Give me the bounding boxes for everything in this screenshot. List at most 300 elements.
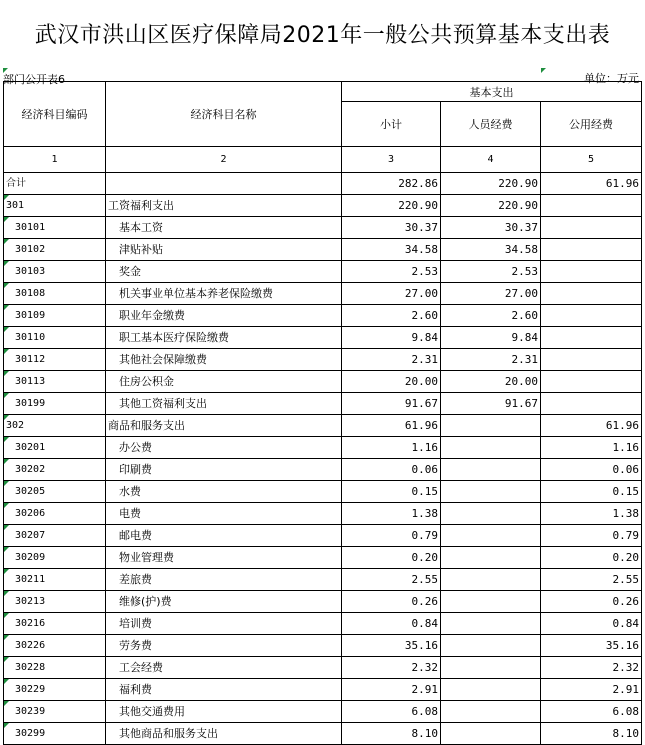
table-row <box>4 459 642 481</box>
row-name <box>106 635 342 657</box>
row-public-text: 8.10 <box>612 727 639 740</box>
column-number: 5 <box>541 147 642 173</box>
cell-marker-icon <box>4 525 9 530</box>
row-code-text: 30216 <box>15 618 46 629</box>
row-subtotal <box>342 569 441 591</box>
row-subtotal <box>342 613 441 635</box>
row-name <box>106 371 342 393</box>
column-number: 4 <box>441 147 541 173</box>
row-code <box>4 481 106 503</box>
table-row <box>4 481 642 503</box>
table-row <box>4 701 642 723</box>
row-subtotal-text: 27.00 <box>404 287 438 300</box>
table-row <box>4 569 642 591</box>
row-name-text: 工会经费 <box>119 661 163 674</box>
cell-marker-icon <box>4 349 9 354</box>
page-title: 武汉市洪山区医疗保障局2021年一般公共预算基本支出表 <box>34 23 611 48</box>
row-code <box>4 327 106 349</box>
row-subtotal <box>342 349 441 371</box>
row-name-text: 基本工资 <box>119 221 163 234</box>
row-public-text: 0.20 <box>612 551 639 564</box>
row-code-text: 30101 <box>15 222 46 233</box>
table-row <box>4 503 642 525</box>
row-name-text: 其他交通费用 <box>119 705 185 718</box>
row-personnel <box>441 569 541 591</box>
cell-marker-icon <box>4 569 9 574</box>
row-public <box>541 327 642 349</box>
row-code <box>4 261 106 283</box>
row-public <box>541 415 642 437</box>
row-personnel <box>441 701 541 723</box>
row-personnel <box>441 591 541 613</box>
row-public <box>541 525 642 547</box>
row-public <box>541 591 642 613</box>
row-subtotal-text: 2.60 <box>411 309 438 322</box>
row-personnel <box>441 371 541 393</box>
row-code <box>4 679 106 701</box>
row-name <box>106 327 342 349</box>
row-subtotal <box>342 261 441 283</box>
row-code <box>4 635 106 657</box>
cell-marker-icon <box>4 503 9 508</box>
row-code-text: 合计 <box>6 178 26 189</box>
cell-marker-icon <box>4 195 9 200</box>
table-row <box>4 525 642 547</box>
row-code <box>4 217 106 239</box>
row-subtotal-text: 0.20 <box>411 551 438 564</box>
row-code <box>4 239 106 261</box>
row-subtotal-text: 1.16 <box>411 441 438 454</box>
row-code-text: 30112 <box>15 354 46 365</box>
row-personnel-text: 220.90 <box>498 199 538 212</box>
row-personnel-text: 27.00 <box>504 287 538 300</box>
row-subtotal-text: 61.96 <box>404 419 438 432</box>
row-public <box>541 701 642 723</box>
row-personnel <box>441 723 541 745</box>
row-code <box>4 173 106 195</box>
row-name-text: 物业管理费 <box>119 551 174 564</box>
row-name-text: 职业年金缴费 <box>119 309 185 322</box>
budget-table <box>3 81 642 745</box>
table-row <box>4 283 642 305</box>
row-code-text: 30239 <box>15 706 46 717</box>
row-name-text: 住房公积金 <box>119 375 174 388</box>
row-personnel-text: 91.67 <box>504 397 538 410</box>
row-subtotal <box>342 525 441 547</box>
row-public-text: 0.84 <box>612 617 639 630</box>
unit-label: 单位：万元 <box>584 72 639 85</box>
row-subtotal-text: 2.32 <box>411 661 438 674</box>
row-subtotal-text: 220.90 <box>398 199 438 212</box>
row-name-text: 其他社会保障缴费 <box>119 353 207 366</box>
row-code-text: 30213 <box>15 596 46 607</box>
row-code <box>4 723 106 745</box>
row-public <box>541 195 642 217</box>
row-name-text: 其他商品和服务支出 <box>119 727 218 740</box>
row-personnel <box>441 261 541 283</box>
cell-marker-icon <box>4 635 9 640</box>
row-personnel <box>441 195 541 217</box>
row-personnel <box>441 525 541 547</box>
row-subtotal <box>342 393 441 415</box>
row-name <box>106 283 342 305</box>
row-subtotal-text: 0.84 <box>411 617 438 630</box>
cell-marker-icon <box>4 459 9 464</box>
row-subtotal-text: 1.38 <box>411 507 438 520</box>
row-personnel <box>441 481 541 503</box>
row-code <box>4 349 106 371</box>
row-code-text: 30226 <box>15 640 46 651</box>
row-personnel <box>441 503 541 525</box>
row-public-text: 0.15 <box>612 485 639 498</box>
cell-marker-icon <box>4 701 9 706</box>
row-public-text: 6.08 <box>612 705 639 718</box>
row-personnel <box>441 327 541 349</box>
header-name: 经济科目名称 <box>106 82 342 147</box>
row-subtotal <box>342 195 441 217</box>
row-code-text: 30207 <box>15 530 46 541</box>
row-personnel <box>441 283 541 305</box>
row-personnel <box>441 437 541 459</box>
row-code <box>4 701 106 723</box>
row-name-text: 商品和服务支出 <box>108 419 185 432</box>
row-public <box>541 437 642 459</box>
row-code <box>4 569 106 591</box>
table-row <box>4 195 642 217</box>
row-public-text: 2.32 <box>612 661 639 674</box>
row-name <box>106 195 342 217</box>
row-public <box>541 283 642 305</box>
row-code-text: 30201 <box>15 442 46 453</box>
row-public <box>541 613 642 635</box>
row-name-text: 差旅费 <box>119 573 152 586</box>
cell-marker-icon <box>4 393 9 398</box>
row-public-text: 2.91 <box>612 683 639 696</box>
cell-marker-icon <box>4 371 9 376</box>
row-name <box>106 393 342 415</box>
row-name <box>106 701 342 723</box>
cell-marker-icon <box>4 613 9 618</box>
row-public <box>541 569 642 591</box>
row-subtotal-text: 91.67 <box>404 397 438 410</box>
row-public <box>541 679 642 701</box>
row-name <box>106 437 342 459</box>
row-name <box>106 305 342 327</box>
table-row <box>4 173 642 195</box>
row-public <box>541 173 642 195</box>
row-subtotal-text: 30.37 <box>404 221 438 234</box>
cell-marker-icon <box>4 547 9 552</box>
row-subtotal-text: 20.00 <box>404 375 438 388</box>
cell-marker-icon <box>4 217 9 222</box>
cell-marker-icon <box>4 723 9 728</box>
row-personnel-text: 20.00 <box>504 375 538 388</box>
row-name-text: 福利费 <box>119 683 152 696</box>
row-code-text: 30113 <box>15 376 46 387</box>
cell-marker-icon <box>4 591 9 596</box>
row-public <box>541 459 642 481</box>
row-public-text: 0.26 <box>612 595 639 608</box>
cell-marker-icon <box>4 415 9 420</box>
row-name-text: 奖金 <box>119 265 141 278</box>
row-subtotal <box>342 305 441 327</box>
table-row <box>4 217 642 239</box>
header-basic-expenditure: 基本支出 <box>342 82 642 102</box>
row-public-text: 1.16 <box>612 441 639 454</box>
table-row <box>4 591 642 613</box>
row-public <box>541 261 642 283</box>
row-personnel <box>441 657 541 679</box>
row-name-text: 维修(护)费 <box>119 595 172 608</box>
row-public <box>541 657 642 679</box>
row-subtotal-text: 8.10 <box>411 727 438 740</box>
cell-marker-icon <box>4 437 9 442</box>
row-subtotal <box>342 239 441 261</box>
row-code <box>4 459 106 481</box>
row-name <box>106 217 342 239</box>
row-subtotal <box>342 635 441 657</box>
row-public <box>541 305 642 327</box>
row-subtotal-text: 0.79 <box>411 529 438 542</box>
row-subtotal-text: 35.16 <box>404 639 438 652</box>
table-row <box>4 371 642 393</box>
row-subtotal-text: 2.91 <box>411 683 438 696</box>
row-public-text: 1.38 <box>612 507 639 520</box>
row-personnel <box>441 349 541 371</box>
row-name-text: 邮电费 <box>119 529 152 542</box>
row-name <box>106 349 342 371</box>
row-subtotal <box>342 591 441 613</box>
row-code <box>4 591 106 613</box>
row-subtotal <box>342 679 441 701</box>
table-row <box>4 613 642 635</box>
row-personnel <box>441 547 541 569</box>
row-code <box>4 415 106 437</box>
row-code <box>4 393 106 415</box>
header-personnel: 人员经费 <box>441 102 541 147</box>
table-row <box>4 635 642 657</box>
row-personnel <box>441 679 541 701</box>
header-code: 经济科目编码 <box>4 82 106 147</box>
row-name-text: 津贴补贴 <box>119 243 163 256</box>
row-name <box>106 591 342 613</box>
row-code <box>4 195 106 217</box>
row-name <box>106 173 342 195</box>
table-body <box>4 173 642 745</box>
table-row <box>4 723 642 745</box>
row-name <box>106 415 342 437</box>
cell-marker-icon <box>4 657 9 662</box>
row-code-text: 30108 <box>15 288 46 299</box>
row-public <box>541 503 642 525</box>
row-name-text: 水费 <box>119 485 141 498</box>
row-name <box>106 525 342 547</box>
row-name <box>106 503 342 525</box>
table-row <box>4 327 642 349</box>
row-code-text: 30109 <box>15 310 46 321</box>
row-name <box>106 723 342 745</box>
header-subtotal: 小计 <box>342 102 441 147</box>
row-public-text: 61.96 <box>605 419 639 432</box>
row-name <box>106 239 342 261</box>
row-code-text: 30102 <box>15 244 46 255</box>
column-number: 2 <box>106 147 342 173</box>
row-personnel-text: 2.31 <box>511 353 538 366</box>
row-public-text: 35.16 <box>605 639 639 652</box>
row-name-text: 劳务费 <box>119 639 152 652</box>
row-subtotal <box>342 173 441 195</box>
row-subtotal <box>342 437 441 459</box>
row-subtotal-text: 2.55 <box>411 573 438 586</box>
row-code <box>4 305 106 327</box>
row-personnel-text: 2.60 <box>511 309 538 322</box>
row-public <box>541 547 642 569</box>
row-code-text: 302 <box>6 420 25 431</box>
row-code <box>4 283 106 305</box>
cell-marker-icon <box>4 327 9 332</box>
row-name-text: 电费 <box>119 507 141 520</box>
row-public <box>541 635 642 657</box>
row-code-text: 30299 <box>15 728 46 739</box>
row-public <box>541 481 642 503</box>
column-number: 3 <box>342 147 441 173</box>
row-subtotal <box>342 327 441 349</box>
row-subtotal <box>342 415 441 437</box>
row-public-text: 61.96 <box>605 177 639 190</box>
row-personnel <box>441 613 541 635</box>
row-code-text: 30206 <box>15 508 46 519</box>
table-row <box>4 415 642 437</box>
table-row <box>4 393 642 415</box>
row-subtotal-text: 0.15 <box>411 485 438 498</box>
table-row <box>4 679 642 701</box>
row-name-text: 办公费 <box>119 441 152 454</box>
row-code-text: 30110 <box>15 332 46 343</box>
row-public <box>541 349 642 371</box>
row-personnel <box>441 393 541 415</box>
row-code <box>4 613 106 635</box>
row-name <box>106 657 342 679</box>
row-code <box>4 525 106 547</box>
row-name <box>106 679 342 701</box>
row-personnel <box>441 415 541 437</box>
table-row <box>4 547 642 569</box>
row-subtotal <box>342 371 441 393</box>
table-row <box>4 305 642 327</box>
row-name-text: 工资福利支出 <box>108 199 174 212</box>
row-personnel <box>441 459 541 481</box>
row-public <box>541 217 642 239</box>
row-subtotal-text: 9.84 <box>411 331 438 344</box>
row-code-text: 30229 <box>15 684 46 695</box>
row-subtotal-text: 0.26 <box>411 595 438 608</box>
row-code-text: 30211 <box>15 574 46 585</box>
column-number: 1 <box>4 147 106 173</box>
header-public: 公用经费 <box>541 102 642 147</box>
row-code-text: 30202 <box>15 464 46 475</box>
row-name <box>106 261 342 283</box>
row-name-text: 职工基本医疗保险缴费 <box>119 331 229 344</box>
row-code-text: 30228 <box>15 662 46 673</box>
cell-marker-icon <box>4 261 9 266</box>
row-subtotal-text: 34.58 <box>404 243 438 256</box>
row-public <box>541 239 642 261</box>
row-personnel <box>441 635 541 657</box>
row-subtotal-text: 0.06 <box>411 463 438 476</box>
row-subtotal <box>342 481 441 503</box>
row-code-text: 30103 <box>15 266 46 277</box>
row-personnel-text: 9.84 <box>511 331 538 344</box>
form-number: 部门公开表6 <box>3 73 65 86</box>
row-subtotal <box>342 701 441 723</box>
row-code-text: 30205 <box>15 486 46 497</box>
row-personnel-text: 30.37 <box>504 221 538 234</box>
table-row <box>4 261 642 283</box>
row-public-text: 0.79 <box>612 529 639 542</box>
row-subtotal-text: 2.53 <box>411 265 438 278</box>
row-name <box>106 547 342 569</box>
row-personnel-text: 220.90 <box>498 177 538 190</box>
row-code <box>4 503 106 525</box>
row-subtotal <box>342 503 441 525</box>
row-personnel-text: 34.58 <box>504 243 538 256</box>
row-subtotal <box>342 547 441 569</box>
row-personnel <box>441 239 541 261</box>
cell-marker-icon <box>4 481 9 486</box>
row-code <box>4 657 106 679</box>
row-subtotal-text: 282.86 <box>398 177 438 190</box>
row-subtotal <box>342 459 441 481</box>
row-code <box>4 547 106 569</box>
row-subtotal <box>342 217 441 239</box>
row-public-text: 2.55 <box>612 573 639 586</box>
row-subtotal <box>342 283 441 305</box>
row-name <box>106 613 342 635</box>
cell-marker-icon <box>541 68 546 73</box>
row-subtotal-text: 6.08 <box>411 705 438 718</box>
row-name <box>106 459 342 481</box>
row-code <box>4 437 106 459</box>
cell-marker-icon <box>4 305 9 310</box>
row-public <box>541 393 642 415</box>
row-personnel <box>441 305 541 327</box>
cell-marker-icon <box>4 283 9 288</box>
row-name <box>106 481 342 503</box>
row-code <box>4 371 106 393</box>
table-row <box>4 437 642 459</box>
cell-marker-icon <box>4 679 9 684</box>
row-subtotal <box>342 723 441 745</box>
row-name <box>106 569 342 591</box>
row-subtotal-text: 2.31 <box>411 353 438 366</box>
row-code-text: 30199 <box>15 398 46 409</box>
row-name-text: 其他工资福利支出 <box>119 397 207 410</box>
table-row <box>4 657 642 679</box>
row-public <box>541 723 642 745</box>
row-personnel <box>441 217 541 239</box>
row-name-text: 印刷费 <box>119 463 152 476</box>
row-public <box>541 371 642 393</box>
row-personnel <box>441 173 541 195</box>
row-personnel-text: 2.53 <box>511 265 538 278</box>
row-name-text: 培训费 <box>119 617 152 630</box>
row-name-text: 机关事业单位基本养老保险缴费 <box>119 287 273 300</box>
cell-marker-icon <box>4 239 9 244</box>
table-row <box>4 349 642 371</box>
row-code-text: 301 <box>6 200 25 211</box>
table-row <box>4 239 642 261</box>
row-code-text: 30209 <box>15 552 46 563</box>
